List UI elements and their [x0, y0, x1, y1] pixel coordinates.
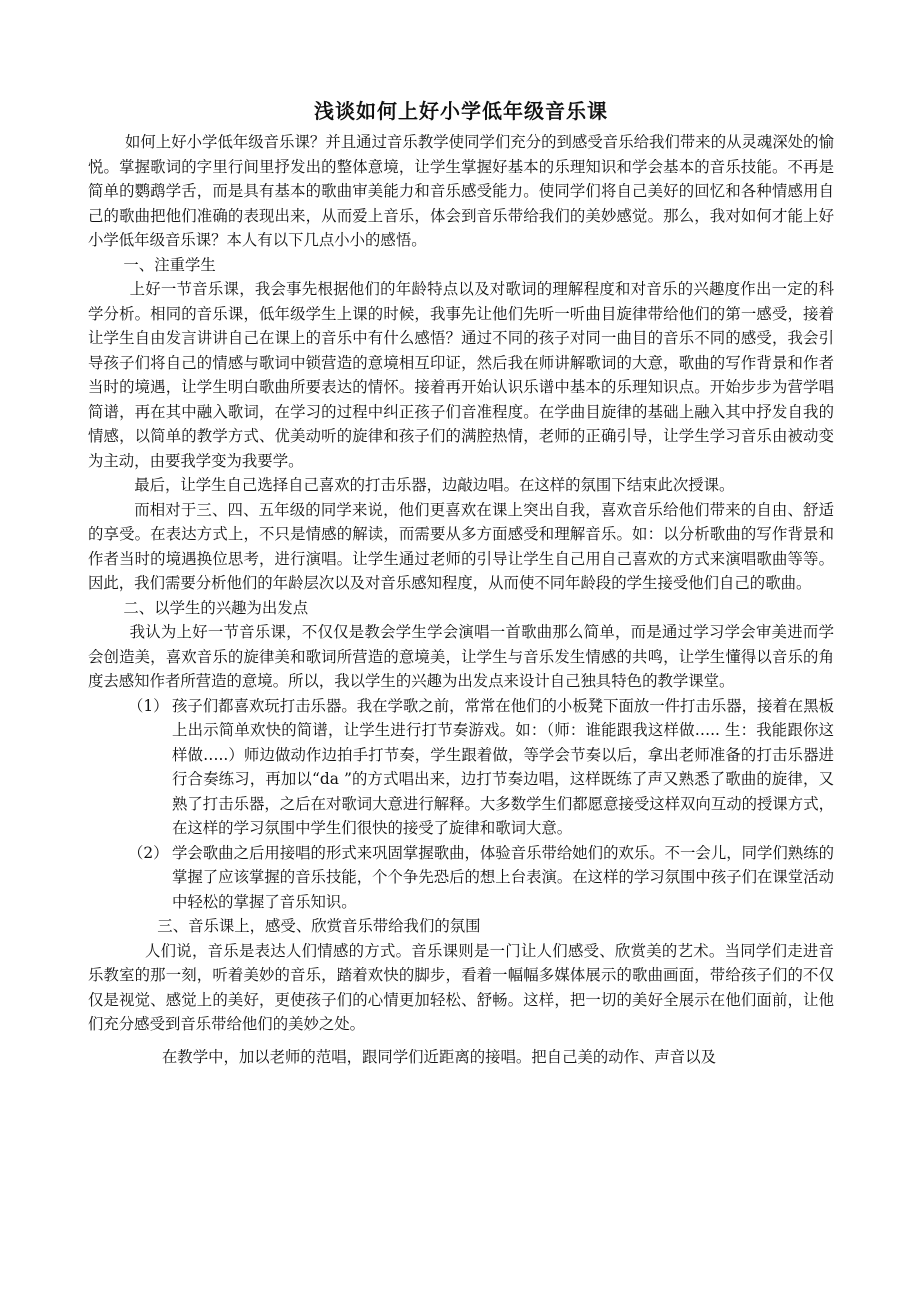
section-1-paragraph-3: 而相对于三、四、五年级的同学来说，他们更喜欢在课上突出自我，喜欢音乐给他们带来的自由、舒适的享受。在表达方式上，不只是情感的解读，而需要从多方面感受和理解音乐。如：以分析歌曲的写作背景和作者当时的境遇换位思考，进行演唱。让学生通过老师的引导让学生自己用自己喜欢的方式来演唱歌曲等等。因此，我们需要分析他们的年龄层次以及对音乐感知程度，从而使不同年龄段的学生接受他们自己的歌曲。 — [88, 500, 834, 592]
list-item-text: 学会歌曲之后用接唱的形式来巩固掌握歌曲，体验音乐带给她们的欢乐。不一会儿，同学们熟练的掌握了应该掌握的音乐技能，个个争先恐后的想上台表演。在这样的学习氛围中孩子们在课堂活动中轻松的掌握了音乐知识。 — [172, 843, 834, 911]
section-1-paragraph-2: 最后，让学生自己选择自己喜欢的打击乐器，边敲边唱。在这样的氛围下结束此次授课。 — [134, 476, 735, 494]
section-1-paragraph-1: 上好一节音乐课，我会事先根据他们的年龄特点以及对歌词的理解程度和对音乐的兴趣度作出一定的科学分析。相同的音乐课，低年级学生上课的时候，我事先让他们先听一听曲目旋律带给他们的第一感受，接着让学生自由发言讲讲自己在课上的音乐中有什么感悟？通过不同的孩子对同一曲目的音乐不同的感受，我会引导孩子们将自己的情感与歌词中锁营造的意境相互印证，然后我在师讲解歌词的大意，歌曲的写作背景和作者当时的境遇，让学生明白歌曲所要表达的情怀。接着再开始认识乐谱中基本的乐理知识点。开始步步为营学唱简谱，再在其中融入歌词，在学习的过程中纠正孩子们音准程度。在学曲目旋律的基础上融入其中抒发自我的情感，以简单的教学方式、优美动听的旋律和孩子们的满腔热情，老师的正确引导，让学生学习音乐由被动变为主动，由要我学变为我要学。 — [88, 280, 834, 470]
document-title: 浅谈如何上好小学低年级音乐课 — [314, 99, 608, 123]
list-item-text: 孩子们都喜欢玩打击乐器。我在学歌之前，常常在他们的小板凳下面放一件打击乐器，接着在黑板上出示简单欢快的简谱，让学生进行打节奏游戏。如：（师：谁能跟我这样做….. 生：我能跟你这样做…..）师边做动作边拍手打节奏，学生跟着做，等学会节奏以后，拿出老师准备的打击乐器进行合奏练习，再加以“da ”的方式唱出来，边打节奏边唱，这样既练了声又熟悉了歌曲的旋律，又熟了打击乐器，之后在对歌词大意进行解释。大多数学生们都愿意接受这样双向互动的授课方式，在这样的学习氛围中学生们很快的接受了旋律和歌词大意。 — [172, 696, 834, 837]
paragraph-gap — [88, 1037, 834, 1045]
list-item — [88, 694, 834, 841]
section-2-paragraph-1: 我认为上好一节音乐课，不仅仅是教会学生学会演唱一首歌曲那么简单，而是通过学习学会审美进而学会创造美，喜欢音乐的旋律美和歌词所营造的意境美，让学生与音乐发生情感的共鸣，让学生懂得以音乐的角度去感知作者所营造的意境。所以，我以学生的兴趣为出发点来设计自己独具特色的教学课堂。 — [88, 623, 834, 690]
document-page — [88, 96, 834, 1069]
section-1-heading: 一、注重学生 — [123, 255, 216, 274]
section-3-heading: 三、音乐课上，感受、欣赏音乐带给我们的氛围 — [157, 917, 481, 935]
intro-paragraph: 如何上好小学低年级音乐课？并且通过音乐教学使同学们充分的到感受音乐给我们带来的从灵魂深处的愉悦。掌握歌词的字里行间里抒发出的整体意境，让学生掌握好基本的乐理知识和学会基本的音乐技能。不再是简单的鹦鹉学舌，而是具有基本的歌曲审美能力和音乐感受能力。使同学们将自己美好的回忆和各种情感用自己的歌曲把他们准确的表现出来，从而爱上音乐，体会到音乐带给我们的美妙感觉。那么，我对如何才能上好小学低年级音乐课？本人有以下几点小小的感悟。 — [88, 133, 834, 249]
section-2-heading: 二、以学生的兴趣为出发点 — [123, 598, 309, 617]
section-2-list — [88, 694, 834, 915]
list-item-number: （1） — [128, 696, 169, 715]
list-item-number: （2） — [128, 843, 169, 862]
section-3-paragraph-2: 在教学中，加以老师的范唱，跟同学们近距离的接唱。把自己美的动作、声音以及 — [161, 1047, 716, 1066]
section-3-paragraph-1: 人们说，音乐是表达人们情感的方式。音乐课则是一门让人们感受、欣赏美的艺术。当同学们走进音乐教室的那一刻，听着美妙的音乐，踏着欢快的脚步，看着一幅幅多媒体展示的歌曲画面，带给孩子们的不仅仅是视觉、感觉上的美好，更使孩子们的心情更加轻松、舒畅。这样，把一切的美好全展示在他们面前，让他们充分感受到音乐带给他们的美妙之处。 — [88, 941, 834, 1033]
list-item — [88, 841, 834, 915]
